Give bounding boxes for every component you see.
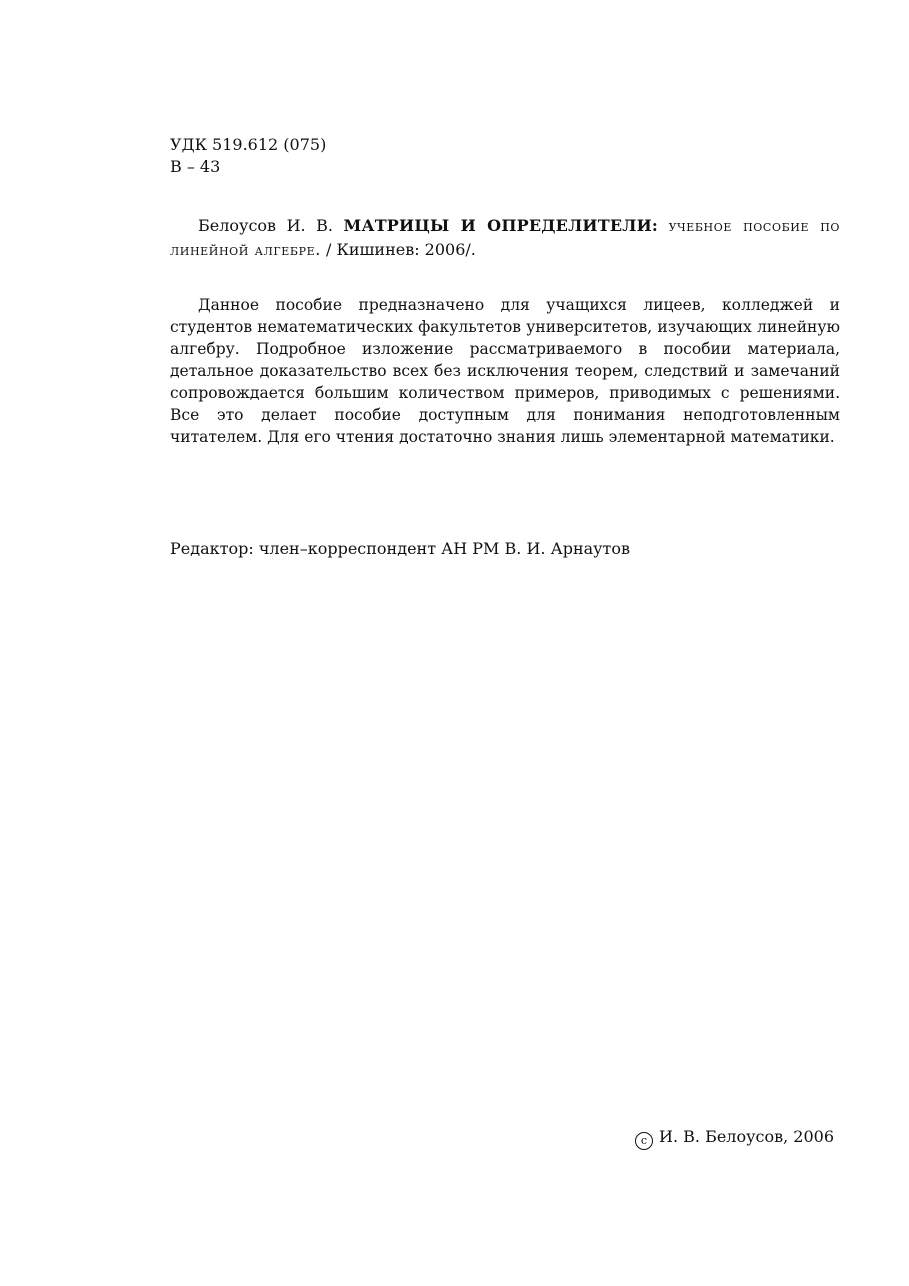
author-mark: В – 43 (170, 157, 221, 176)
udk-code: УДК 519.612 (075) (170, 135, 327, 154)
book-title: МАТРИЦЫ И ОПРЕДЕЛИТЕЛИ: (343, 216, 659, 235)
author-name: Белоусов И. В. (198, 216, 333, 235)
copyright-icon: c (635, 1132, 653, 1150)
copyright-line (600, 1126, 834, 1150)
imprint: / Кишинев: 2006/. (326, 240, 476, 259)
abstract-paragraph: Данное пособие предназначено для учащихся лицеев, колледжей и студентов нематематических факультетов университетов, изучающих линейную алгебру. Подробное изложение рассматриваемого в пособии материала, детальное доказательство всех без исключения теорем, следствий и замечаний сопровождается большим количеством примеров, приводимых с решениями. Все это делает пособие доступным для понимания неподготовленным читателем. Для его чтения достаточно знания лишь элементарной математики. (170, 296, 840, 446)
bibliographic-record (170, 214, 840, 262)
copyright-text: И. В. Белоусов, 2006 (659, 1127, 834, 1146)
editor-line: Редактор: член–корреспондент АН РМ В. И. Арнаутов (170, 539, 631, 558)
classification-block (170, 134, 570, 178)
book-subtitle: учебное пособие по линейной алгебре. (170, 216, 841, 259)
